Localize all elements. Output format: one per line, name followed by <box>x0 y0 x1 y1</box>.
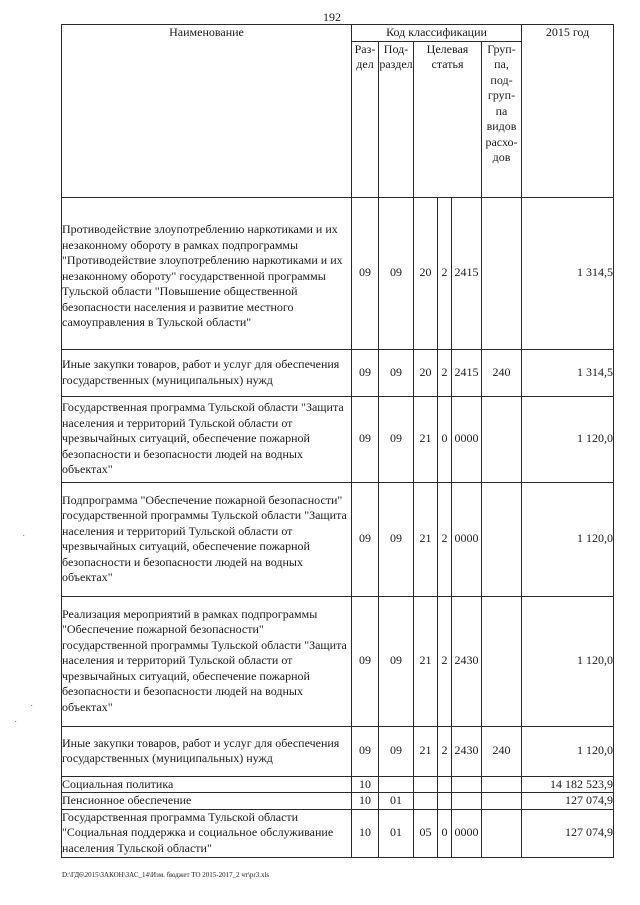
row-amount: 127 074,9 <box>522 793 614 810</box>
row-target-2 <box>438 793 452 810</box>
row-target-2: 2 <box>438 596 452 726</box>
row-section: 10 <box>352 776 379 793</box>
row-target-1: 20 <box>414 349 438 396</box>
row-section: 09 <box>352 197 379 349</box>
row-group: 240 <box>482 349 522 396</box>
row-target-3: 2415 <box>452 349 482 396</box>
row-name: Иные закупки товаров, работ и услуг для обеспечения государственных (муниципальных) нужд <box>62 349 352 396</box>
scan-mark: · <box>14 716 18 727</box>
row-section: 09 <box>352 726 379 776</box>
header-year: 2015 год <box>522 25 614 198</box>
row-target-2: 2 <box>438 197 452 349</box>
row-target-2: 0 <box>438 809 452 857</box>
row-group <box>482 776 522 793</box>
scan-mark: · <box>22 530 26 541</box>
file-path-footer: D:\ГД6\2015\ЗАКОН\ЗАС_14\Изм. бюджет ТО 2015-2017_2 чт\pr3.xls <box>62 871 270 879</box>
row-subsection: 01 <box>379 809 414 857</box>
row-target-3: 0000 <box>452 396 482 482</box>
table-row <box>62 197 614 349</box>
row-subsection: 09 <box>379 596 414 726</box>
row-target-3 <box>452 776 482 793</box>
row-target-3: 0000 <box>452 809 482 857</box>
row-group <box>482 596 522 726</box>
row-target-2: 2 <box>438 482 452 596</box>
header-section: Раз- дел <box>352 41 379 197</box>
row-target-2: 2 <box>438 726 452 776</box>
row-target-1: 21 <box>414 726 438 776</box>
table-row <box>62 726 614 776</box>
table-row <box>62 596 614 726</box>
row-amount: 1 120,0 <box>522 482 614 596</box>
row-name: Иные закупки товаров, работ и услуг для обеспечения государственных (муниципальных) нужд <box>62 726 352 776</box>
header-classification: Код классификации <box>352 25 522 42</box>
row-subsection: 09 <box>379 349 414 396</box>
row-section: 09 <box>352 596 379 726</box>
row-target-1: 20 <box>414 197 438 349</box>
row-target-2 <box>438 776 452 793</box>
table-row <box>62 482 614 596</box>
row-section: 10 <box>352 793 379 810</box>
table-row <box>62 776 614 793</box>
row-target-1 <box>414 776 438 793</box>
row-section: 09 <box>352 482 379 596</box>
row-group <box>482 809 522 857</box>
row-target-1 <box>414 793 438 810</box>
row-section: 10 <box>352 809 379 857</box>
row-name: Реализация мероприятий в рамках подпрограммы "Обеспечение пожарной безопасности" государственной программы Тульской области "Защита населения и территорий Тульской области от чрезвычайных ситуаций, обеспечение пожарной безопасности и безопасности людей на водных объектах" <box>62 596 352 726</box>
header-subsection: Под- раздел <box>379 41 414 197</box>
row-target-3: 0000 <box>452 482 482 596</box>
row-amount: 1 120,0 <box>522 396 614 482</box>
row-subsection: 09 <box>379 726 414 776</box>
row-target-2: 2 <box>438 349 452 396</box>
header-target-article: Целевая статья <box>414 41 482 197</box>
row-target-1: 05 <box>414 809 438 857</box>
row-group <box>482 396 522 482</box>
budget-table <box>61 24 614 858</box>
row-target-3: 2430 <box>452 596 482 726</box>
row-target-1: 21 <box>414 482 438 596</box>
row-group <box>482 793 522 810</box>
row-group <box>482 197 522 349</box>
row-target-1: 21 <box>414 396 438 482</box>
row-amount: 1 120,0 <box>522 726 614 776</box>
table-row <box>62 349 614 396</box>
row-group: 240 <box>482 726 522 776</box>
row-amount: 14 182 523,9 <box>522 776 614 793</box>
row-amount: 1 314,5 <box>522 349 614 396</box>
row-amount: 127 074,9 <box>522 809 614 857</box>
row-name: Противодействие злоупотреблению наркотиками и их незаконному обороту в рамках подпрограммы "Противодействие злоупотреблению наркотиками и их незаконному обороту" государственной программы Тульской области "Повышение общественной безопасности населения и развитие местного самоуправления в Тульской области" <box>62 197 352 349</box>
row-name: Государственная программа Тульской области "Защита населения и территорий Тульской области от чрезвычайных ситуаций, обеспечение пожарной безопасности и безопасности людей на водных объектах" <box>62 396 352 482</box>
table-row <box>62 396 614 482</box>
row-target-3 <box>452 793 482 810</box>
scan-mark: · <box>30 700 34 711</box>
row-target-2: 0 <box>438 396 452 482</box>
row-group <box>482 482 522 596</box>
row-section: 09 <box>352 396 379 482</box>
row-name: Подпрограмма "Обеспечение пожарной безопасности" государственной программы Тульской области "Защита населения и территорий Тульской области от чрезвычайных ситуаций, обеспечение пожарной безопасности и безопасности людей на водных объектах" <box>62 482 352 596</box>
row-subsection: 09 <box>379 197 414 349</box>
page-number: 192 <box>323 10 341 24</box>
header-name: Наименование <box>62 25 352 198</box>
row-target-3: 2430 <box>452 726 482 776</box>
row-name: Пенсионное обеспечение <box>62 793 352 810</box>
table-row <box>62 793 614 810</box>
row-subsection <box>379 776 414 793</box>
row-subsection: 09 <box>379 396 414 482</box>
row-amount: 1 120,0 <box>522 596 614 726</box>
row-target-1: 21 <box>414 596 438 726</box>
row-name: Социальная политика <box>62 776 352 793</box>
table-row <box>62 809 614 857</box>
row-target-3: 2415 <box>452 197 482 349</box>
row-section: 09 <box>352 349 379 396</box>
row-amount: 1 314,5 <box>522 197 614 349</box>
row-subsection: 01 <box>379 793 414 810</box>
row-subsection: 09 <box>379 482 414 596</box>
row-name: Государственная программа Тульской области "Социальная поддержка и социальное обслуживание населения Тульской области" <box>62 809 352 857</box>
header-expense-group: Груп- па, под- груп- па видов расхо- дов <box>482 41 522 197</box>
